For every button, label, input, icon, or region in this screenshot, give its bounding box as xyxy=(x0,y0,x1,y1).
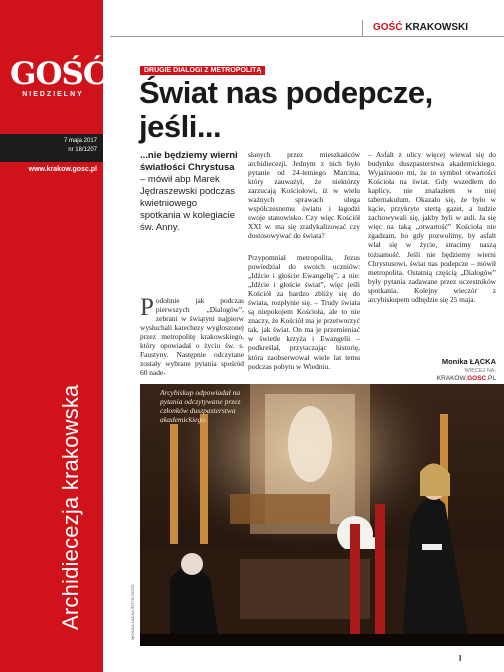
photo-caption: Arcybiskup odpowiadał na pytania odczytywane przez członków duszpasterstwa akademickiego. xyxy=(160,388,241,424)
brand-red: GOŚĆ xyxy=(373,22,403,33)
kicker-label: DRUGIE DIALOGI Z METROPOLITĄ xyxy=(140,66,265,75)
page-number: I xyxy=(459,654,462,663)
more-url-post: .PL xyxy=(486,375,496,382)
column-2: słanych przez mieszkańców archidiecezji. Jednym z nich było pytanie od 24-letniego Marcina, który zauważył, że niektórzy zarzucają Kościołowi, iż w wielu ważnych sprawach ulega współczesnemu światu i łagodzi swoje stanowisko. Czy więc Kościół XXI w. ma się zradykalizować czy dostosowywać do świata? xyxy=(248,150,360,241)
dropcap: P xyxy=(140,294,154,321)
logo-subtitle: NIEDZIELNY xyxy=(22,91,84,98)
more-label: WIĘCEJ NA: xyxy=(464,368,496,374)
column-2-continued: Przypomniał metropolita, Jezus powiedział do swoich uczniów: „Idźcie i głoście Ewangelię”, a nie: „Idźcie i głoście świat”, więc jeśli Kościół za bardzo zbliży się do świata, rozpłynie się. – Trudy świata są niepokojem Kościoła, ale to nie znaczy, że Kościół ma je przetworzyć tak, jak świat. On ma je przemieniać w świetle krzyża i Ewangelii – podkreślał, przytaczając historię, która zaobserwował wiele lat temu podczas pobytu w Wiedniu. xyxy=(248,253,360,371)
lead-rest: – mówił abp Marek Jędraszewski podczas kwietniowego spotkania w kolegiacie św. Anny. xyxy=(140,174,236,233)
column-3: – Asfalt z ulicy więcej wiewał się do budynku duszpasterstwa akademickiego. Wyjaśniono mi, że to symbol otwartości Kościoła na świat. Gdy wszedłem do kaplicy, nie znalazłem w niej tabernakulum. Okazało się, że było w kącie, przykryte stertą gazet, a ludzie zachowywali się, jakby byli w auli. Ja się więc na taką „otwartość” Kościoła nie zgadzam, bo gdy pozwolimy, by asfalt wlał się w życie, stracimy naszą tożsamość. Jeśli nie będziemy wierni Chrystusowi, świat nas podepcze – mówił metropolita. Ostatnią częścią „Dialogów” były pytania zadawane przez uczestników spotkania. Kolejny wieczór z arcybiskupem odbędzie się 25 maja. xyxy=(368,150,496,304)
column-1 xyxy=(140,296,244,377)
lead-bold: ...nie będziemy wierni światłości Chrystusa xyxy=(140,150,238,173)
column-1-text: odobnie jak podczas pierwszych „Dialogów”, zebrani w świątyni najpierw wysłuchali katechezy wygłoszonej przez metropolitę krakowskiego, który opowiadał o życiu św. s. Faustyny. Następnie odczytane zostały wybrane pytania spośród 60 nade- xyxy=(140,296,244,378)
lead xyxy=(140,150,238,234)
header-brand xyxy=(362,20,504,36)
red-sidebar xyxy=(0,0,107,672)
brand-black: KRAKOWSKI xyxy=(405,22,469,33)
issue-box xyxy=(0,134,103,162)
more-url-pre: KRAKOW. xyxy=(436,375,468,382)
more-url-red: GOSC xyxy=(467,375,487,382)
author-signature: Monika ŁĄCKA xyxy=(441,357,496,366)
gosc-logo xyxy=(10,56,107,98)
headline: Świat nas podepcze, jeśli... xyxy=(139,75,433,144)
photo-credit: MONIKA ŁĄCKA /FOTO GOŚĆ xyxy=(130,584,135,640)
header-rule xyxy=(110,36,504,37)
issue-number: nr 18/1207 xyxy=(68,147,97,153)
masthead-url: www.krakow.gosc.pl xyxy=(28,166,97,173)
logo-text: GOŚĆ xyxy=(10,56,107,92)
issue-date: 7 maja 2017 xyxy=(63,138,97,144)
section-title-vertical: Archidiecezja krakowska xyxy=(58,384,83,630)
more-url[interactable] xyxy=(368,375,496,382)
